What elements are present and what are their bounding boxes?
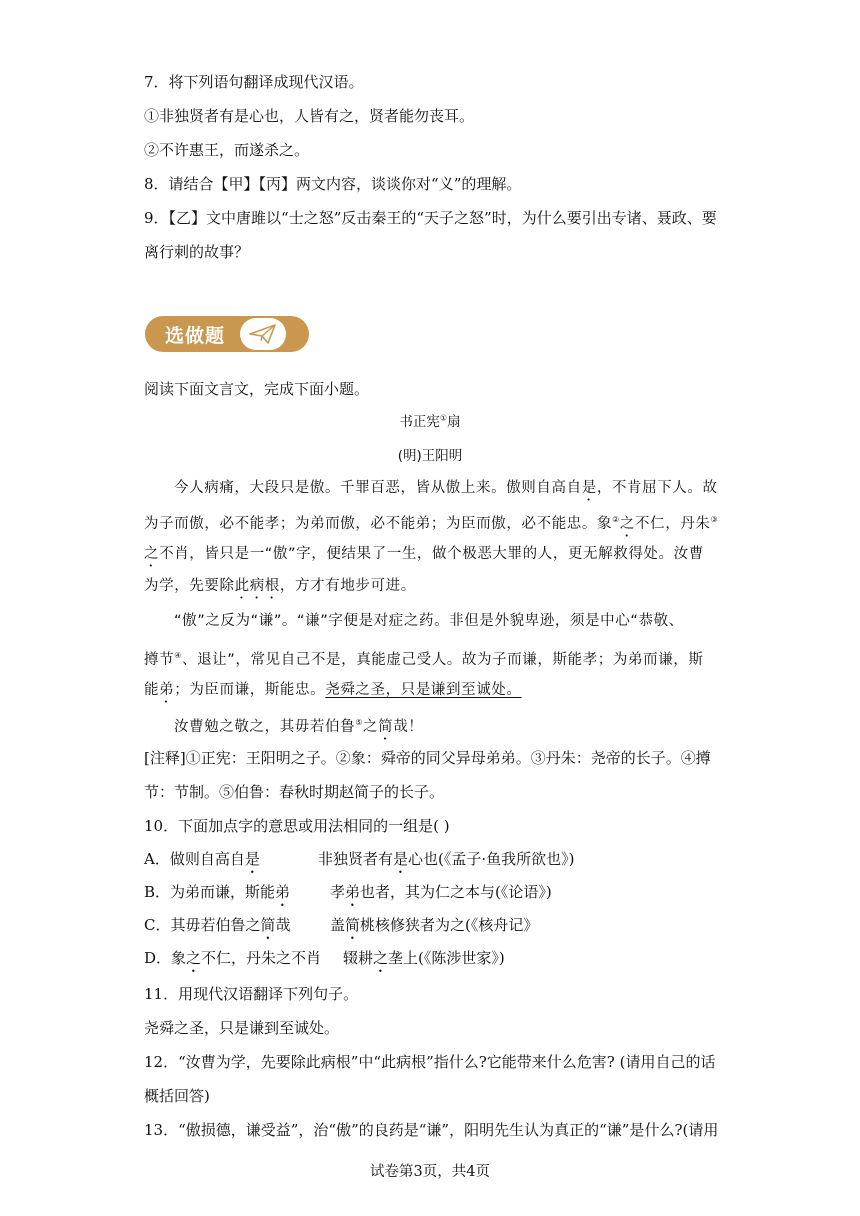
question-13-line-1: 13．“傲损德，谦受益”，治“傲”的良药是“谦”，阳明先生认为真正的“谦”是什么?(请用 (144, 1121, 719, 1139)
title-footnote-mark: ① (439, 413, 448, 423)
notes-line-2: 节：节制。⑤伯鲁：春秋时期赵简子的长子。 (144, 783, 445, 801)
passage-p3 (174, 712, 423, 743)
text-span: 不肖，皆只是一“傲”字，便结果了一生，做个极恶大罪的人，更无解救得处。汝曹 (159, 546, 704, 562)
question-7: 7．将下列语句翻译成现代汉语。 (144, 73, 364, 91)
text-span: 哉！ (393, 718, 424, 735)
text-span: A．做则自高自 (144, 850, 245, 868)
question-8: 8．请结合【甲】【丙】两文内容，谈谈你对“义”的理解。 (144, 175, 522, 193)
text-span: 之 (362, 718, 379, 735)
text-span: 垄上(《陈涉世家》) (388, 949, 505, 967)
underlined-sentence: 尧舜之圣，只是谦到至诚处。 (325, 682, 522, 698)
passage-p1-line-4 (144, 575, 416, 602)
text-span: 撙节 (144, 651, 175, 668)
option-c-left (144, 914, 291, 943)
footnote-mark: ② (612, 515, 620, 524)
passage-intro: 阅读下面文言文，完成下面小题。 (144, 380, 370, 398)
text-span: ，方才有地步可进。 (279, 578, 416, 594)
notes-line-1: [注释]①正宪：王阳明之子。②象：舜帝的同父异母弟弟。③丹朱：尧帝的长子。④撙 (144, 749, 711, 767)
paper-plane-icon (248, 322, 278, 346)
text-span: 也者，其为仁之本与(《论语》) (360, 883, 552, 901)
question-12-line-1: 12．“汝曹为学，先要除此病根”中“此病根”指什么?它能带来什么危害? (请用自己的话 (144, 1053, 716, 1071)
text-span: 能 (144, 682, 160, 698)
passage-author: (明)王阳明 (397, 448, 463, 464)
banner-label: 选做题 (165, 325, 226, 347)
title-text-a: 书正宪 (399, 414, 440, 430)
question-9-line-1: 9．【乙】文中唐雎以“士之怒”反击秦王的“天子之怒”时，为什么要引出专诸、聂政、要 (144, 209, 717, 227)
text-span: 桃核修狭者为之(《核舟记》 (360, 916, 539, 934)
text-span: 今人病痛，大段只是傲。千罪百恶，皆从傲上来。傲则自高自 (174, 480, 582, 496)
option-d-right (343, 947, 505, 976)
passage-title (0, 410, 860, 430)
question-9-line-2: 离行刺的故事？ (144, 243, 250, 261)
dotted-char: 之 (144, 546, 160, 562)
dotted-char: 之 (373, 949, 389, 967)
footnote-mark: ⑤ (355, 718, 363, 727)
question-12-line-2: 概括回答) (144, 1087, 210, 1105)
dotted-char: 弟 (159, 682, 175, 698)
text-span: 不仁，丹朱 (635, 515, 711, 532)
passage-p2-line-2 (144, 645, 704, 671)
option-d-left (144, 947, 321, 976)
text-span: 非独贤者有 (318, 850, 394, 868)
option-a-right (318, 848, 575, 877)
text-span: ，不肯屈下人。故 (596, 480, 718, 496)
question-11: 11．用现代汉语翻译下列句子。 (144, 985, 359, 1003)
option-c-right (330, 914, 538, 943)
dotted-char: 弟 (275, 883, 291, 901)
dotted-char: 是 (581, 480, 597, 496)
text-span: ；为臣而谦，斯能忠。 (174, 682, 326, 698)
dotted-char: 简 (345, 916, 361, 934)
question-10: 10．下面加点字的意思或用法相同的一组是( ) (144, 817, 450, 835)
passage-p2-line-1: “傲”之反为“谦”。“谦”字便是对症之药。非但是外貌卑逊，须是中心“恭敬、 (174, 613, 684, 629)
text-span: 不仁，丹朱之不肖 (201, 949, 322, 967)
footnote-mark: ③ (710, 515, 719, 524)
dotted-char: 简 (378, 718, 394, 735)
title-text-b: 扇 (447, 414, 461, 430)
passage-p2-line-3 (144, 679, 522, 706)
text-span: B．为弟而谦，斯能 (144, 883, 276, 901)
passage-p1-line-2 (144, 509, 718, 540)
text-span: 辍耕 (343, 949, 374, 967)
passage-p1-line-3 (144, 543, 704, 570)
passage-p1-line-1 (174, 477, 718, 504)
dotted-text: 此病根 (234, 578, 280, 594)
text-span: 盖 (330, 916, 346, 934)
footnote-mark: ④ (174, 651, 182, 660)
text-span: 汝曹勉之敬之，其毋若伯鲁 (174, 718, 356, 735)
text-span: 孝 (330, 883, 346, 901)
question-7-item-2: ②不许惠王，而遂杀之。 (144, 141, 310, 159)
text-span: 心也(《孟子·鱼我所欲也》) (408, 850, 575, 868)
text-span: 为子而傲，必不能孝；为弟而傲，必不能弟；为臣而傲，必不能忠。象 (144, 515, 613, 532)
page-footer: 试卷第3页，共4页 (370, 1164, 490, 1180)
option-b-left (144, 881, 290, 910)
dotted-char: 之 (186, 949, 202, 967)
text-span: 、退让”，常见自己不是，真能虚己受人。故为子而谦，斯能孝；为弟而谦，斯 (181, 651, 704, 668)
dotted-char: 简 (260, 916, 276, 934)
text-span: 为学，先要除 (144, 578, 235, 594)
text-span: 哉 (275, 916, 291, 934)
dotted-char: 弟 (345, 883, 361, 901)
option-a-left (144, 848, 260, 877)
text-span: C．其毋若伯鲁之 (144, 916, 261, 934)
dotted-char: 之 (619, 515, 635, 532)
question-7-item-1: ①非独贤者有是心也，人皆有之，贤者能勿丧耳。 (144, 107, 475, 125)
question-11-sentence: 尧舜之圣，只是谦到至诚处。 (144, 1019, 340, 1037)
option-b-right (330, 881, 552, 910)
dotted-char: 是 (393, 850, 409, 868)
dotted-char: 是 (244, 850, 260, 868)
text-span: D．象 (144, 949, 187, 967)
